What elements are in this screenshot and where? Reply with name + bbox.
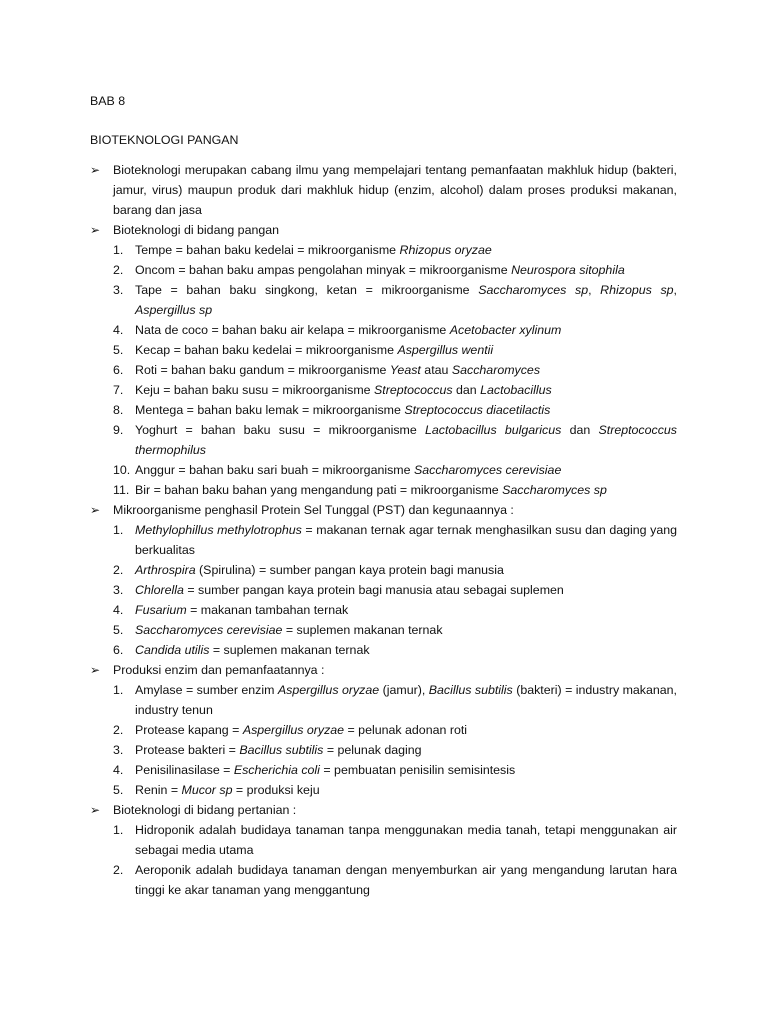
item-text: [135, 640, 677, 660]
scientific-name: Rhizopus sp: [600, 283, 674, 297]
bullet-section: [90, 160, 677, 220]
text-segment: Penisilinasilase =: [135, 763, 234, 777]
item-number: 1.: [113, 523, 124, 537]
item-text: [135, 820, 677, 860]
list-item: [90, 780, 677, 800]
numbered-list: [90, 240, 677, 500]
sections-container: [90, 160, 677, 900]
scientific-name: Mucor sp: [181, 783, 233, 797]
item-text: [135, 860, 677, 900]
bullet-text: Mikroorganisme penghasil Protein Sel Tunggal (PST) dan kegunaannya :: [113, 503, 514, 517]
item-number: 9.: [113, 423, 124, 437]
text-segment: (bakteri) = industry makanan, industry tenun: [135, 683, 678, 717]
scientific-name: Escherichia coli: [233, 763, 320, 777]
scientific-name: Aspergillus wentii: [397, 343, 494, 357]
scientific-name: Rhizopus oryzae: [399, 243, 492, 257]
list-item: [90, 240, 677, 260]
item-text: [135, 240, 677, 260]
item-text: [135, 740, 677, 760]
text-segment: Tempe = bahan baku kedelai = mikroorganisme: [135, 243, 400, 257]
chapter-title: BIOTEKNOLOGI PANGAN: [90, 133, 239, 147]
text-segment: = produksi keju: [232, 783, 320, 797]
numbered-list: [90, 680, 677, 800]
item-text: [135, 460, 677, 480]
text-segment: = pembuatan penisilin semisintesis: [319, 763, 516, 777]
text-segment: ,: [673, 283, 677, 297]
text-segment: Protease bakteri =: [135, 743, 240, 757]
list-item: [90, 360, 677, 380]
item-number: 6.: [113, 643, 124, 657]
scientific-name: Aspergillus oryzae: [242, 723, 345, 737]
item-text: [135, 780, 677, 800]
item-number: 5.: [113, 623, 124, 637]
bullet-text: Bioteknologi merupakan cabang ilmu yang mempelajari tentang pemanfaatan makhluk hidup (bakteri, jamur, virus) maupun produk dari makhluk hidup (enzim, alcohol) dalam proses produksi makanan, barang dan jasa: [113, 163, 677, 217]
scientific-name: Candida utilis: [135, 643, 210, 657]
bullet-section: [90, 500, 677, 520]
item-number: 2.: [113, 563, 124, 577]
text-segment: = suplemen makanan ternak: [209, 643, 370, 657]
list-item: [90, 680, 677, 720]
text-segment: = pelunak adonan roti: [344, 723, 468, 737]
text-segment: Bir = bahan baku bahan yang mengandung pati = mikroorganisme: [135, 483, 503, 497]
item-text: [135, 520, 677, 560]
list-item: [90, 720, 677, 740]
list-item: [90, 860, 677, 900]
item-text: [135, 420, 677, 460]
text-segment: = sumber pangan kaya protein bagi manusia atau sebagai suplemen: [183, 583, 564, 597]
item-text: [135, 360, 677, 380]
scientific-name: Streptococcus diacetilactis: [404, 403, 551, 417]
scientific-name: Bacillus subtilis: [428, 683, 513, 697]
list-item: [90, 460, 677, 480]
item-text: [135, 580, 677, 600]
bullet-text: Bioteknologi di bidang pertanian :: [113, 803, 297, 817]
scientific-name: Acetobacter xylinum: [449, 323, 562, 337]
item-text: [135, 280, 677, 320]
text-segment: (Spirulina) = sumber pangan kaya protein bagi manusia: [195, 563, 504, 577]
scientific-name: Aspergillus sp: [135, 303, 213, 317]
item-number: 1.: [113, 823, 124, 837]
item-number: 11.: [113, 483, 130, 497]
arrow-bullet-icon: ➢: [90, 803, 101, 817]
text-segment: Yoghurt = bahan baku susu = mikroorganisme: [135, 423, 425, 437]
list-item: [90, 400, 677, 420]
list-item: [90, 620, 677, 640]
list-item: [90, 380, 677, 400]
arrow-bullet-icon: ➢: [90, 503, 101, 517]
arrow-bullet-icon: ➢: [90, 163, 101, 177]
text-segment: Protease kapang =: [135, 723, 243, 737]
item-text: [135, 480, 677, 500]
text-segment: dan: [452, 383, 481, 397]
scientific-name: Streptococcus: [374, 383, 453, 397]
arrow-bullet-icon: ➢: [90, 223, 101, 237]
item-number: 2.: [113, 863, 124, 877]
text-segment: (jamur),: [379, 683, 429, 697]
text-segment: Kecap = bahan baku kedelai = mikroorganisme: [135, 343, 398, 357]
text-segment: Renin =: [135, 783, 182, 797]
scientific-name: Bacillus subtilis: [239, 743, 324, 757]
list-item: [90, 480, 677, 500]
item-number: 3.: [113, 583, 124, 597]
text-segment: Nata de coco = bahan baku air kelapa = mikroorganisme: [135, 323, 450, 337]
numbered-list: [90, 820, 677, 900]
list-item: [90, 340, 677, 360]
item-text: [135, 380, 677, 400]
scientific-name: Aspergillus oryzae: [277, 683, 380, 697]
list-item: [90, 820, 677, 860]
chapter-heading: BAB 8: [90, 94, 126, 108]
scientific-name: Lactobacillus bulgaricus: [425, 423, 562, 437]
item-number: 2.: [113, 723, 124, 737]
text-segment: Aeroponik adalah budidaya tanaman dengan menyemburkan air yang mengandung larutan hara tinggi ke akar tanaman yang menggantung: [135, 863, 677, 897]
text-segment: atau: [420, 363, 452, 377]
item-number: 5.: [113, 783, 124, 797]
text-segment: Keju = bahan baku susu = mikroorganisme: [135, 383, 375, 397]
text-segment: Roti = bahan baku gandum = mikroorganisme: [135, 363, 390, 377]
bullet-section: [90, 800, 677, 820]
item-number: 2.: [113, 263, 124, 277]
item-number: 8.: [113, 403, 124, 417]
scientific-name: Saccharomyces sp: [478, 283, 589, 297]
item-number: 1.: [113, 243, 124, 257]
list-item: [90, 760, 677, 780]
numbered-list: [90, 520, 677, 660]
item-text: [135, 320, 677, 340]
text-segment: ,: [588, 283, 601, 297]
list-item: [90, 280, 677, 320]
scientific-name: Saccharomyces cerevisiae: [135, 623, 283, 637]
scientific-name: Saccharomyces cerevisiae: [413, 463, 562, 477]
item-number: 5.: [113, 343, 124, 357]
text-segment: Mentega = bahan baku lemak = mikroorganisme: [135, 403, 405, 417]
item-text: [135, 560, 677, 580]
list-item: [90, 420, 677, 460]
scientific-name: Streptococcus thermophilus: [135, 423, 677, 457]
item-number: 3.: [113, 283, 124, 297]
text-segment: = makanan tambahan ternak: [186, 603, 349, 617]
bullet-section: [90, 660, 677, 680]
text-segment: Hidroponik adalah budidaya tanaman tanpa menggunakan media tanah, tetapi menggunakan air sebagai media utama: [135, 823, 677, 857]
item-number: 4.: [113, 323, 124, 337]
text-segment: = makanan ternak agar ternak menghasilkan susu dan daging yang berkualitas: [135, 523, 678, 557]
scientific-name: Chlorella: [135, 583, 184, 597]
item-number: 1.: [113, 683, 124, 697]
item-text: [135, 620, 677, 640]
text-segment: Anggur = bahan baku sari buah = mikroorganisme: [135, 463, 414, 477]
bullet-text: Produksi enzim dan pemanfaatannya :: [113, 663, 325, 677]
text-segment: Tape = bahan baku singkong, ketan = mikroorganisme: [135, 283, 479, 297]
scientific-name: Saccharomyces: [451, 363, 541, 377]
item-text: [135, 720, 677, 740]
text-segment: = pelunak daging: [323, 743, 422, 757]
scientific-name: Neurospora sitophila: [511, 263, 625, 277]
item-text: [135, 680, 677, 720]
list-item: [90, 260, 677, 280]
text-segment: Oncom = bahan baku ampas pengolahan minyak = mikroorganisme: [135, 263, 512, 277]
scientific-name: Methylophillus methylotrophus: [135, 523, 302, 537]
list-item: [90, 520, 677, 560]
scientific-name: Yeast: [389, 363, 421, 377]
list-item: [90, 600, 677, 620]
item-number: 4.: [113, 603, 124, 617]
item-number: 10.: [113, 463, 131, 477]
scientific-name: Saccharomyces sp: [502, 483, 607, 497]
scientific-name: Fusarium: [135, 603, 187, 617]
text-segment: = suplemen makanan ternak: [282, 623, 443, 637]
item-text: [135, 760, 677, 780]
bullet-text: Bioteknologi di bidang pangan: [113, 223, 280, 237]
item-number: 6.: [113, 363, 124, 377]
item-text: [135, 400, 677, 420]
scientific-name: Arthrospira: [135, 563, 196, 577]
bullet-section: [90, 220, 677, 240]
arrow-bullet-icon: ➢: [90, 663, 101, 677]
list-item: [90, 580, 677, 600]
list-item: [90, 560, 677, 580]
item-number: 3.: [113, 743, 124, 757]
list-item: [90, 640, 677, 660]
list-item: [90, 740, 677, 760]
item-text: [135, 340, 677, 360]
text-segment: Amylase = sumber enzim: [135, 683, 278, 697]
item-number: 4.: [113, 763, 124, 777]
text-segment: dan: [561, 423, 599, 437]
document-body: [90, 91, 677, 900]
item-number: 7.: [113, 383, 124, 397]
list-item: [90, 320, 677, 340]
item-text: [135, 600, 677, 620]
item-text: [135, 260, 677, 280]
scientific-name: Lactobacillus: [480, 383, 552, 397]
